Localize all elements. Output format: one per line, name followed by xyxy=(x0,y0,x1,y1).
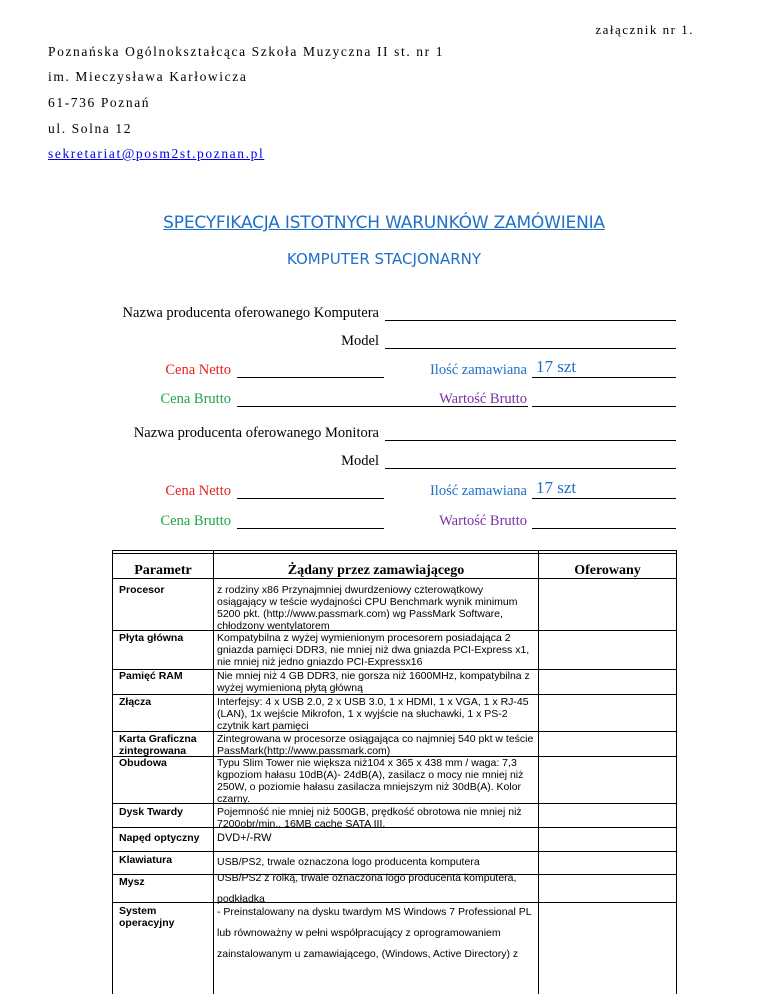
computer-model-field[interactable] xyxy=(385,348,676,349)
computer-qty-field[interactable] xyxy=(532,377,676,378)
row-req-mysz: USB/PS2 z rolką, trwale oznaczona logo producenta komputera, podkładka xyxy=(217,872,517,905)
document-title: SPECYFIKACJA ISTOTNYCH WARUNKÓW ZAMÓWIENIA xyxy=(163,213,605,233)
document-subtitle: KOMPUTER STACJONARNY xyxy=(286,250,482,268)
row-param-naped: Napęd optyczny xyxy=(119,832,200,844)
computer-gross-value-label: Wartość Brutto xyxy=(439,391,527,407)
monitor-net-field[interactable] xyxy=(237,498,384,499)
row-param-klawiatura: Klawiatura xyxy=(119,854,173,866)
row-req-karta: Zintegrowana w procesorze osiągająca co najmniej 540 pkt w teście PassMark(http://www.passmark.com) xyxy=(217,733,534,757)
monitor-producer-field[interactable] xyxy=(385,440,676,441)
computer-net-label: Cena Netto xyxy=(165,362,231,378)
header-required: Żądany przez zamawiającego xyxy=(287,563,465,578)
header-parametr: Parametr xyxy=(134,563,192,578)
computer-net-field[interactable] xyxy=(237,377,384,378)
school-city: 61-736 Poznań xyxy=(48,95,151,110)
monitor-gross-label: Cena Brutto xyxy=(160,513,231,529)
row-req-klawiatura: USB/PS2, trwale oznaczona logo producenta komputera xyxy=(217,856,480,868)
row-param-dysk: Dysk Twardy xyxy=(119,806,183,818)
monitor-qty-field[interactable] xyxy=(532,498,676,499)
row-req-naped: DVD+/-RW xyxy=(217,832,272,844)
school-email-link[interactable]: sekretariat@posm2st.poznan.pl xyxy=(48,146,265,161)
monitor-model-label: Model xyxy=(341,453,379,469)
row-req-obudowa: Typu Slim Tower nie większa niż104 x 365 x 438 mm / waga: 7,3 kgpoziom hałasu 10dB(A)- 24dB(A), zasilacz o mocy nie mniej niż 250W, o poziomie hałasu zasilacza mniejszym niż 30dB(A). Kolor czarny. xyxy=(217,757,524,805)
monitor-qty-label: Ilość zamawiana xyxy=(429,483,527,499)
row-req-system: - Preinstalowany na dysku twardym MS Windows 7 Professional PL lub równoważny w pełni współpracujący z oprogramowaniem zainstalowanym u zamawiającego, (Windows, Active Directory) z xyxy=(217,906,532,960)
row-param-karta: Karta Graficzna zintegrowana xyxy=(119,733,197,757)
row-req-procesor: z rodziny x86 Przynajmniej dwurdzeniowy czterowątkowy osiągający w teście wydajności CPU Benchmark wynik minimum 5200 pkt. (http://www.passmark.com) wg PassMark Software, chłodzony wentylatorem xyxy=(217,584,518,632)
row-req-dysk: Pojemność nie mniej niż 500GB, prędkość obrotowa nie mniej niż 7200obr/min., 16MB cache SATA III, xyxy=(217,806,522,830)
monitor-gross-value-field[interactable] xyxy=(532,528,676,529)
school-street: ul. Solna 12 xyxy=(48,121,133,136)
computer-qty-label: Ilość zamawiana xyxy=(429,362,527,378)
row-req-zlacza: Interfejsy: 4 x USB 2.0, 2 x USB 3.0, 1 x HDMI, 1 x VGA, 1 x RJ-45 (LAN), 1x wejście Mikrofon, 1 x wyjście na słuchawki, 1 x PS-2 czytnik kart pamięci xyxy=(217,696,529,732)
monitor-qty-value: 17 szt xyxy=(536,478,577,497)
computer-gross-value-field[interactable] xyxy=(532,406,676,407)
row-req-plyta: Kompatybilna z wyżej wymienionym procesorem posiadająca 2 gniazda pamięci DDR3, nie mniej niż dwa gniazda PCI-Express x1, nie mniej niż jedno gniazdo PCI-Expressx16 xyxy=(217,632,530,668)
row-param-ram: Pamięć RAM xyxy=(119,670,183,682)
row-param-system: System operacyjny xyxy=(119,905,175,929)
school-patron: im. Mieczysława Karłowicza xyxy=(48,69,248,84)
monitor-gross-value-label: Wartość Brutto xyxy=(439,513,527,529)
attachment-note: załącznik nr 1. xyxy=(595,22,694,37)
monitor-model-field[interactable] xyxy=(385,468,676,469)
school-name: Poznańska Ogólnokształcąca Szkoła Muzyczna II st. nr 1 xyxy=(48,44,445,59)
monitor-net-label: Cena Netto xyxy=(165,483,231,499)
row-param-obudowa: Obudowa xyxy=(119,757,167,769)
row-req-ram: Nie mniej niż 4 GB DDR3, nie gorsza niż 1600MHz, kompatybilna z wyżej wymienioną płytą główną xyxy=(217,670,530,694)
row-param-mysz: Mysz xyxy=(119,876,145,888)
row-param-plyta: Płyta główna xyxy=(119,632,184,644)
computer-qty-value: 17 szt xyxy=(536,357,577,376)
row-param-procesor: Procesor xyxy=(119,584,165,596)
computer-model-label: Model xyxy=(341,333,379,349)
monitor-gross-field[interactable] xyxy=(237,528,384,529)
monitor-producer-label: Nazwa producenta oferowanego Monitora xyxy=(133,425,379,441)
computer-producer-field[interactable] xyxy=(385,320,676,321)
header-offered: Oferowany xyxy=(574,563,641,578)
computer-gross-label: Cena Brutto xyxy=(160,391,231,407)
row-param-zlacza: Złącza xyxy=(119,696,152,708)
computer-producer-label: Nazwa producenta oferowanego Komputera xyxy=(122,305,379,321)
